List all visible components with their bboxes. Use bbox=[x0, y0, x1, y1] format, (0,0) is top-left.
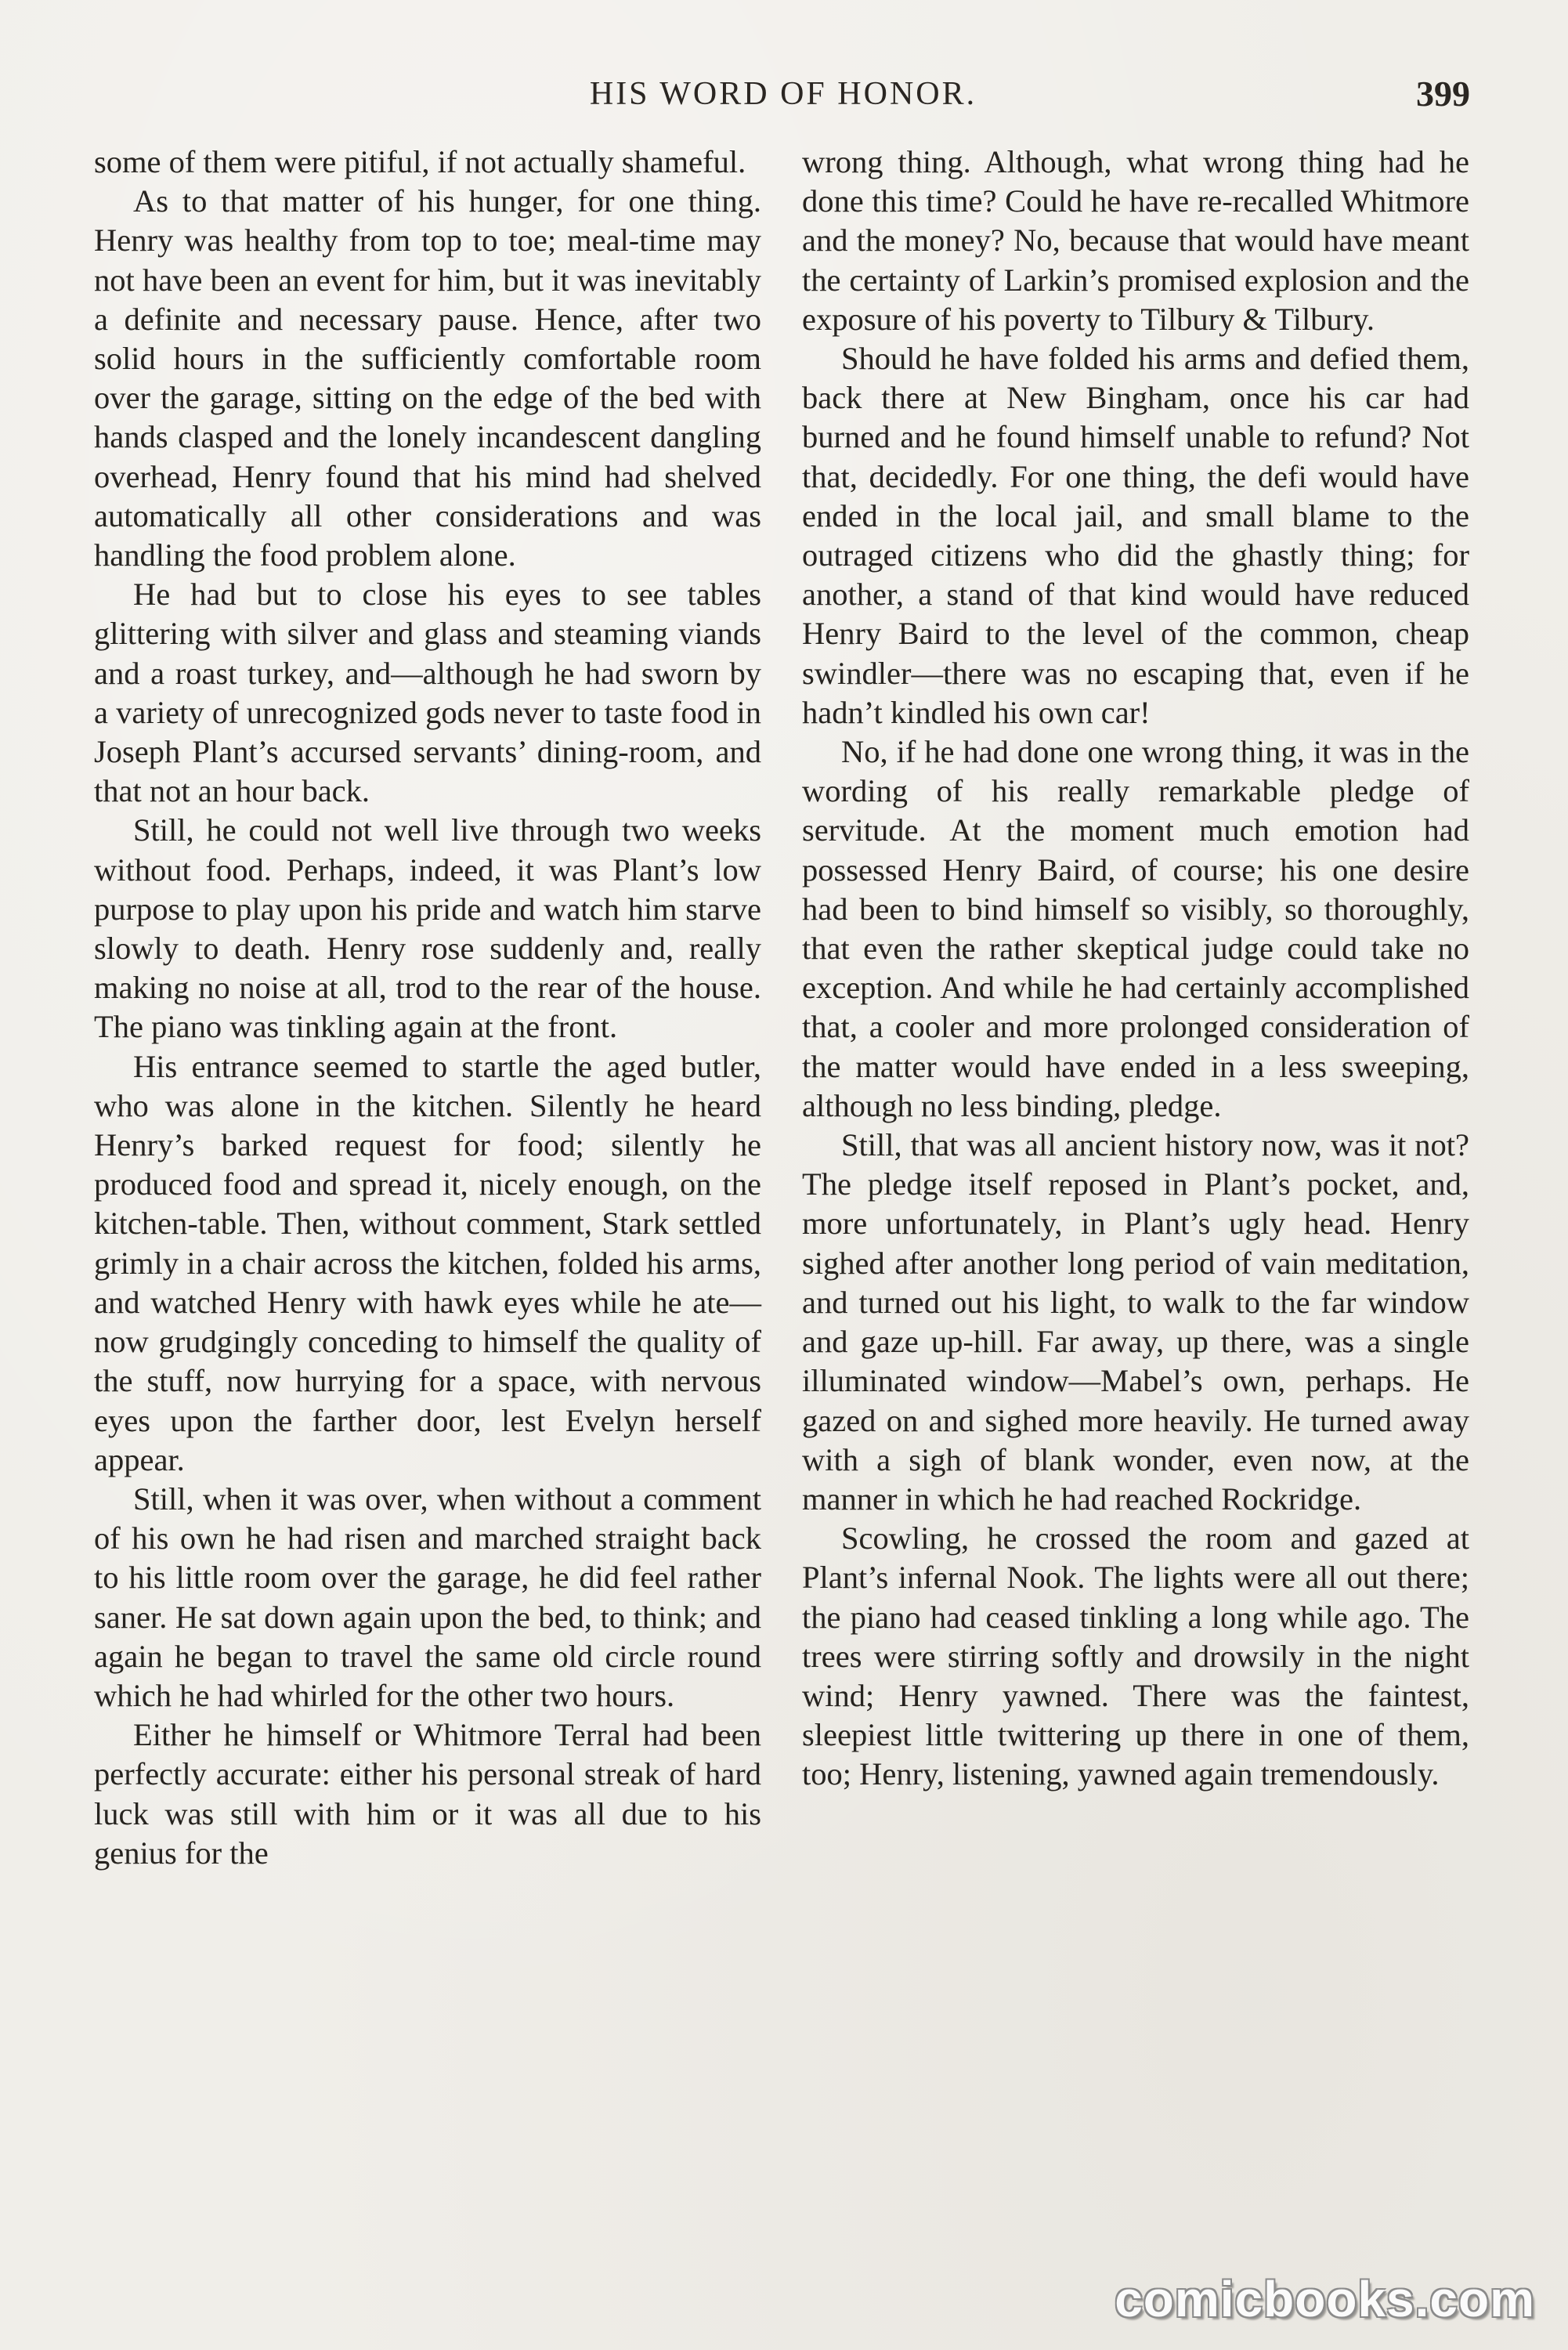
paragraph: His entrance seemed to startle the aged butler, who was alone in the kitchen. Silently he heard Henry’s barked request for food; silently he produced food and spread it, nicely enough, on the kitchen-table. Then, without comment, Stark settled grimly in a chair across the kitchen, folded his arms, and watched Henry with hawk eyes while he ate—now grudgingly conceding to himself the quality of the stuff, now hurrying for a space, with nervous eyes upon the farther door, lest Evelyn herself appear. bbox=[94, 1048, 761, 1477]
paragraph: some of them were pitiful, if not actually shameful. bbox=[94, 144, 746, 179]
paragraph: No, if he had done one wrong thing, it was in the wording of his really remarkable pledge of servitude. At the moment much emotion had possessed Henry Baird, of course; his one desire had been to bind himself so visibly, so thoroughly, that even the rather skeptical judge could take no exception. And while he had certainly accomplished that, a cooler and more prolonged consideration of the matter would have ended in a less sweeping, although no less binding, pledge. bbox=[802, 734, 1469, 1123]
paragraph: Either he himself or Whitmore Terral had been perfectly accurate: either his personal streak of hard luck was still with him or it was all due to his genius for the bbox=[94, 1717, 761, 1871]
paragraph: Still, that was all ancient history now, was it not? The pledge itself reposed in Plant’s pocket, and, more unfortunately, in Plant’s ugly head. Henry sighed after another long period of vain meditation, and turned out his light, to walk to the far window and gaze up-hill. Far away, up there, was a single illuminated window—Mabel’s own, perhaps. He gazed on and sighed more heavily. He turned away with a sigh of blank wonder, even now, at the manner in which he had reached Rockridge. bbox=[802, 1127, 1469, 1517]
paragraph: As to that matter of his hunger, for one thing. Henry was healthy from top to toe; meal-time may not have been an event for him, but it was inevitably a definite and necessary pause. Hence, after two solid hours in the sufficiently comfortable room over the garage, sitting on the edge of the bed with hands clasped and the lonely incandescent dangling overhead, Henry found that his mind had shelved automatically all other considerations and was handling the food problem alone. bbox=[94, 183, 761, 573]
paragraph: Should he have folded his arms and defied them, back there at New Bingham, once his car had burned and he found himself unable to refund? Not that, decidedly. For one thing, the defi would have ended in the local jail, and small blame to the outraged citizens who did the ghastly thing; for another, a stand of that kind would have reduced Henry Baird to the level of the common, cheap swindler—there was no escaping that, even if he hadn’t kindled his own car! bbox=[802, 341, 1469, 730]
paragraph: Still, he could not well live through two weeks without food. Perhaps, indeed, it was Plant’s low purpose to play upon his pride and watch him starve slowly to death. Henry rose suddenly and, really making no noise at all, trod to the rear of the house. The piano was tinkling again at the front. bbox=[94, 812, 761, 1045]
paragraph: He had but to close his eyes to see tables glittering with silver and glass and steaming viands and a roast turkey, and—although he had sworn by a variety of unrecognized gods never to taste food in Joseph Plant’s accursed servants’ dining-room, and that not an hour back. bbox=[94, 577, 761, 809]
paragraph: Still, when it was over, when without a comment of his own he had risen and marched straight back to his little room over the garage, he did feel rather saner. He sat down again upon the bed, to think; and again he began to travel the same old circle round which he had whirled for the other two hours. bbox=[94, 1480, 761, 1713]
left-column bbox=[94, 143, 761, 1873]
running-title: HIS WORD OF HONOR. bbox=[589, 76, 977, 112]
right-column bbox=[802, 143, 1469, 1795]
source-watermark: comicbooks.com bbox=[1115, 2271, 1535, 2327]
paragraph: Scowling, he crossed the room and gazed at Plant’s infernal Nook. The lights were all out there; the piano had ceased tinkling a long while ago. The trees were stirring softly and drowsily in the night wind; Henry yawned. There was the faintest, sleepiest little twittering up there in one of them, too; Henry, listening, yawned again tremendously. bbox=[802, 1520, 1469, 1792]
page-number: 399 bbox=[1416, 74, 1470, 114]
paragraph: wrong thing. Although, what wrong thing had he done this time? Could he have re-recalled Whitmore and the money? No, because that would have meant the certainty of Larkin’s promised explosion and the exposure of his poverty to Tilbury & Tilbury. bbox=[802, 144, 1469, 337]
